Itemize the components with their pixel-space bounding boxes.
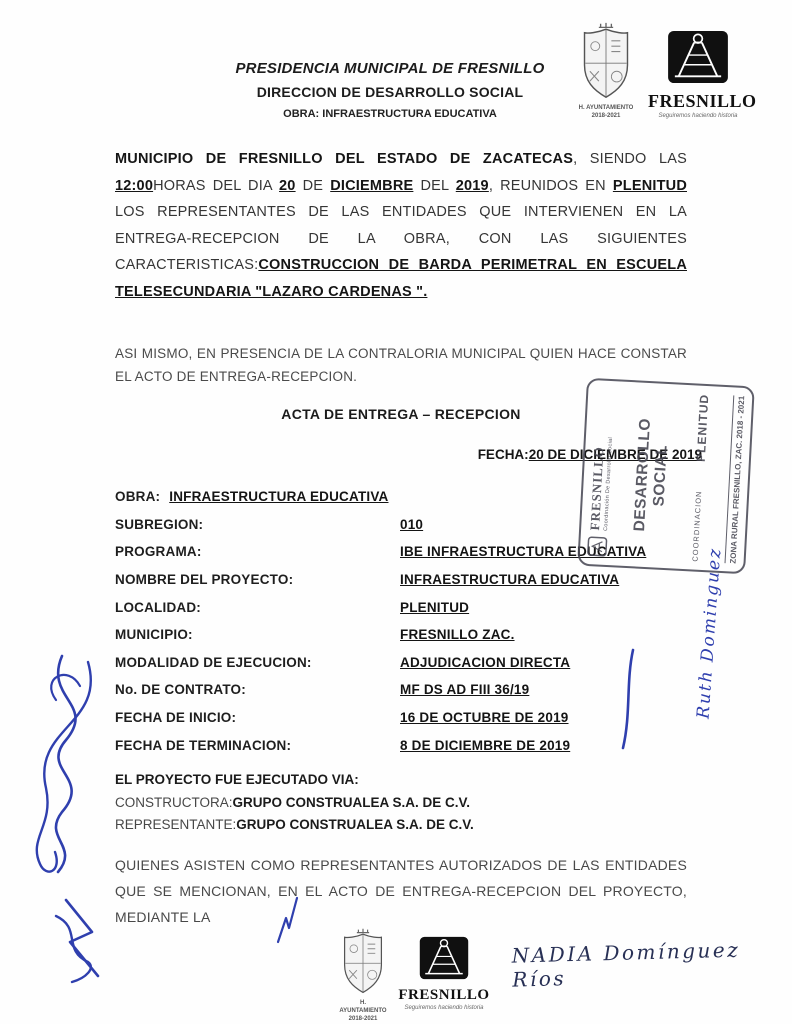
field-label: MODALIDAD DE EJECUCION: [115, 654, 312, 670]
field-row [115, 731, 687, 759]
letterhead [150, 60, 630, 120]
fresnillo-logo [648, 30, 757, 119]
closing-paragraph: QUIENES ASISTEN COMO REPRESENTANTES AUTORIZADOS DE LAS ENTIDADES QUE SE MENCIONAN, EN EL ACTO DE ENTREGA-RECEPCION DEL PROYECTO, MEDIANTE LA [115, 857, 687, 925]
handwritten-name-vertical: Ruth Dominguez [693, 546, 726, 720]
field-label: OBRA: [115, 489, 161, 505]
field-value: IBE INFRAESTRUCTURA EDUCATIVA [400, 544, 647, 560]
field-label: FECHA DE INICIO: [115, 710, 237, 726]
signature-left-curl [51, 675, 80, 700]
fresnillo-wordmark: FRESNILLO [648, 91, 757, 111]
footer-crest-logo [336, 928, 390, 1023]
crest-shield-icon [340, 928, 386, 994]
field-row [115, 649, 687, 677]
fresnillo-tagline: Seguiremos haciendo historia [658, 113, 738, 119]
department-title: DIRECCION DE DESARROLLO SOCIAL [256, 84, 524, 100]
execution-row [115, 792, 474, 815]
acta-heading: ACTA DE ENTREGA – RECEPCION [281, 406, 521, 422]
document-title: PRESIDENCIA MUNICIPAL DE FRESNILLO [235, 60, 545, 77]
presence-paragraph: ASI MISMO, EN PRESENCIA DE LA CONTRALORIA MUNICIPAL QUIEN HACE CONSTAR EL ACTO DE ENTREGA-RECEPCION. [115, 346, 687, 384]
field-label: PROGRAMA: [115, 544, 202, 560]
execution-label: CONSTRUCTORA: [115, 794, 233, 810]
stamp-brand-text: FRESNILLO [587, 445, 607, 531]
field-value: FRESNILLO ZAC. [400, 627, 515, 643]
stamp-city-text: FRESNILLO, ZAC. [731, 440, 744, 510]
stamp-logo-icon [587, 536, 608, 557]
fecha-label: FECHA: [477, 447, 529, 462]
field-value: 16 DE OCTUBRE DE 2019 [400, 710, 569, 726]
fecha-value: 20 DE DICIEMBRE DE 2019 [528, 447, 702, 462]
crest-years: 2018-2021 [591, 113, 621, 119]
field-row [115, 676, 687, 704]
stamp-zone-text: ZONA RURAL [728, 510, 741, 564]
field-label: SUBREGION: [115, 516, 204, 532]
field-value: MF DS AD FIII 36/19 [400, 682, 530, 698]
stamp-middle-row [688, 394, 711, 563]
mine-headframe-icon [667, 30, 729, 84]
field-value: PLENITUD [400, 599, 470, 615]
crest-caption: H. AYUNTAMIENTO [339, 1000, 387, 1014]
field-value: ADJUDICACION DIRECTA [400, 654, 571, 670]
execution-value: GRUPO CONSTRUALEA S.A. DE C.V. [236, 817, 474, 832]
obra-subtitle: OBRA: INFRAESTRUCTURA EDUCATIVA [283, 108, 497, 120]
field-label: LOCALIDAD: [115, 599, 201, 615]
field-row [115, 704, 687, 732]
execution-section [115, 769, 474, 837]
mine-headframe-icon [419, 936, 469, 980]
execution-label: REPRESENTANTE: [115, 817, 237, 832]
scribble-bottom-left-1 [66, 900, 98, 976]
stamp-side-text: COORDINACION [690, 490, 704, 562]
signature-left-stroke [56, 656, 76, 872]
field-row [115, 566, 687, 594]
field-row [115, 593, 687, 621]
field-value: 010 [400, 516, 424, 532]
field-row [115, 621, 687, 649]
field-value: INFRAESTRUCTURA EDUCATIVA [400, 572, 620, 588]
intro-paragraph: MUNICIPIO DE FRESNILLO DEL ESTADO DE ZACATECAS, SIENDO LAS 12:00HORAS DEL DIA 20 DE DICIEMBRE DEL 2019, REUNIDOS EN PLENITUD LOS REPRESENTANTES DE LAS ENTIDADES QUE INTERVIENEN EN LA ENTREGA-RECEPCION DE LA OBRA, CON LAS SIGUIENTES CARACTERISTICAS:CONSTRUCCION DE BARDA PERIMETRAL EN ESCUELA TELESECUNDARIA "LAZARO CARDENAS ". [115, 151, 687, 300]
stamp-department-text: DESARROLLO SOCIAL [631, 417, 671, 532]
desarrollo-social-stamp [577, 378, 755, 575]
field-label: FECHA DE TERMINACION: [115, 737, 292, 753]
fresnillo-wordmark: FRESNILLO [398, 987, 490, 1003]
stamp-small-text: Coordinación De Desarrollo Social [603, 436, 614, 532]
crest-years: 2018-2021 [348, 1016, 378, 1022]
stamp-locality-text: PLENITUD [693, 393, 711, 463]
scribble-bottom-left-2 [56, 916, 91, 982]
crest-caption: H. AYUNTAMIENTO [578, 105, 634, 111]
signature-left-loop [37, 662, 91, 872]
field-label: MUNICIPIO: [115, 627, 193, 643]
footer-fresnillo-logo [398, 936, 490, 1011]
execution-value: GRUPO CONSTRUALEA S.A. DE C.V. [232, 794, 471, 810]
field-label: No. DE CONTRATO: [115, 682, 246, 698]
stamp-header [586, 388, 617, 557]
field-value: INFRAESTRUCTURA EDUCATIVA [169, 489, 389, 505]
fresnillo-tagline: Seguiremos haciendo historia [404, 1005, 484, 1011]
stamp-footer-row [725, 395, 747, 563]
field-value: 8 DE DICIEMBRE DE 2019 [400, 737, 571, 753]
stamp-years-text: 2018 - 2021 [735, 395, 747, 439]
execution-row [115, 814, 474, 837]
field-label: NOMBRE DEL PROYECTO: [115, 572, 294, 588]
handwritten-name-bottom: NADIA Domínguez Ríos [511, 937, 741, 992]
execution-heading: EL PROYECTO FUE EJECUTADO VIA: [115, 772, 359, 787]
